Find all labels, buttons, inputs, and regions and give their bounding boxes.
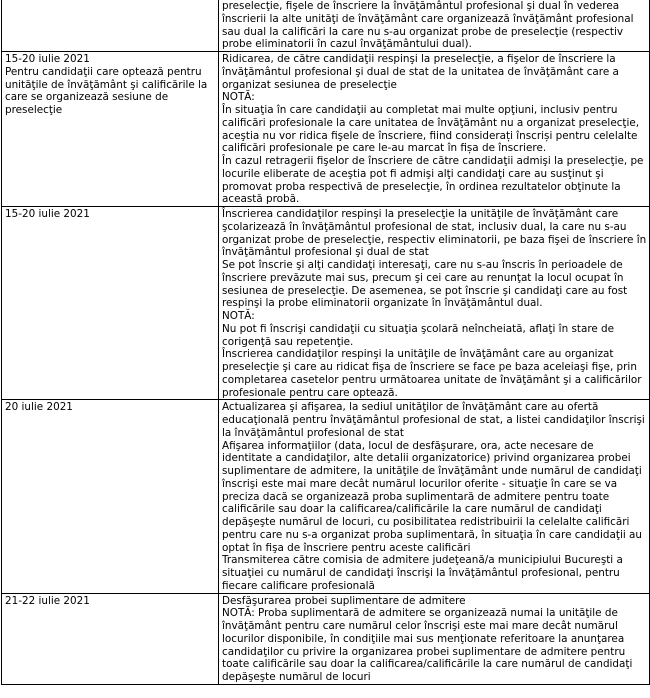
description-cell (219, 52, 650, 207)
description-text: Ridicarea, de către candidaţii respinşi la preselecţie, a fişelor de înscriere la învăţământul profesional şi dual de stat de la unitatea de învăţământ care a organizat sesiunea de preselecţie (222, 53, 619, 91)
date-text: 21-22 iulie 2021 (5, 594, 90, 607)
date-text: 15-20 iulie 2021 (5, 53, 90, 65)
table-row (2, 593, 650, 684)
description-text: preselecţie, fişele de înscriere la învăţământul profesional şi dual în vederea înscrierii la alte unităţi de învăţământ care organizează învăţământ profesional sau dual la calificări la care nu s-au organizat probe de preselecţie (respectiv probe eliminatorii în cazul învăţământului dual). (222, 0, 634, 51)
date-cell (2, 0, 219, 52)
description-text: Se pot înscrie şi alţi candidaţi interesaţi, care nu s-au înscris în perioadele de înscriere prevăzute mai sus, precum şi cei care au renunţat la locul ocupat în sesiunea de preselecţie. De asemenea, se pot înscrie şi candidaţi care au fost respinşi la probe eliminatorii organizate în învăţământul dual. (222, 259, 628, 310)
table-row (2, 0, 650, 52)
description-text: Înscrierea candidaţilor respinşi la preselecţie la unităţile de învăţământ care şcolarizează în învăţământul profesional de stat, inclusiv dual, la care nu s-au organizat probe de preselecţie, respectiv eliminatorii, pe baza fişei de înscriere în învăţământul profesional şi dual de stat (222, 208, 647, 259)
note-label: NOTĂ: (222, 91, 255, 104)
description-text: În situaţia în care candidaţii au completat mai multe opţiuni, inclusiv pentru calificări profesionale la care unitatea de învăţământ nu a organizat preselecţie, aceştia nu vor ridica fişele de înscriere, fiind considerați înscriși pentru celelalte calificări profesionale pe care le-au marcat în fișa de înscriere. (222, 104, 640, 155)
description-text: Afişarea informaţiilor (data, locul de desfăşurare, ora, acte necesare de identitate a candidaţilor, alte detalii organizatorice) privind organizarea probei suplimentare de admitere, la unităţile de învăţământ unde numărul de candidaţi înscrişi este mai mare decât numărul locurilor oferite - situaţie în care se va preciza dacă se organizează proba suplimentară de admitere pentru toate calificările sau doar la calificarea/calificările la care numărul de candidaţi depăşeşte numărul de locuri, cu posibilitatea redistribuirii la celelalte calificări pentru care nu s-a organizat proba suplimentară, în situaţia în care candidaţii au optat în fişa de înscriere pentru aceste calificări (222, 439, 642, 554)
description-text: NOTĂ: Proba suplimentară de admitere se organizează numai la unităţile de învăţământ pentru care numărul celor înscrişi este mai mare decât numărul locurilor disponibile, în condiţiile mai sus menţionate referitoare la anunţarea candidaţilor cu privire la organizarea probei suplimentare de admitere pentru toate calificările sau doar la calificarea/calificările la care numărul de candidaţi depăşeşte numărul de locuri (222, 607, 633, 683)
table-row (2, 52, 650, 207)
date-cell (2, 207, 219, 400)
description-text: Nu pot fi înscrişi candidaţii cu situaţia şcolară neîncheiată, aflaţi în stare de corigenţă sau repetenţie. (222, 322, 615, 348)
description-text: În cazul retragerii fişelor de înscriere de către candidaţii admişi la preselecţie, pe locurile eliberate de aceştia pot fi admişi alţi candidaţi care au susţinut şi promovat proba respectivă de preselecţie, în ordinea rezultatelor obţinute la această probă. (222, 155, 644, 206)
schedule-table (1, 0, 650, 685)
date-note: Pentru candidaţii care optează pentru unităţile de învăţământ şi calificările la care se organizează sesiune de preselecţie (5, 65, 208, 116)
description-cell (219, 207, 650, 400)
description-text: Desfăşurarea probei suplimentare de admitere (222, 594, 466, 607)
date-text: 15-20 iulie 2021 (5, 208, 90, 220)
table-row (2, 400, 650, 593)
date-cell (2, 52, 219, 207)
date-cell (2, 400, 219, 593)
description-text: Transmiterea către comisia de admitere judeţeană/a municipiului Bucureşti a situaţiei cu numărul de candidaţi înscrişi la învăţământul profesional, pentru fiecare calificare profesională (222, 554, 623, 592)
description-cell (219, 400, 650, 593)
description-text: Înscrierea candidaţilor respinşi la unităţile de învăţământ care au organizat preselecţie şi care au ridicat fişa de înscriere se face pe baza aceleiaşi fişe, prin completarea casetelor pentru următoarea unitate de învăţământ şi a calificărilor profesionale pentru care optează. (222, 348, 642, 399)
description-text: Actualizarea şi afişarea, la sediul unităţilor de învăţământ care au ofertă educaţională pentru învăţământul profesional de stat, a listei candidaţilor înscrişi la învăţământul profesional de stat (222, 401, 645, 439)
description-cell (219, 0, 650, 52)
date-text: 20 iulie 2021 (5, 401, 73, 414)
table-row (2, 207, 650, 400)
date-cell (2, 593, 219, 684)
note-label: NOTĂ: (222, 310, 255, 322)
description-cell (219, 593, 650, 684)
